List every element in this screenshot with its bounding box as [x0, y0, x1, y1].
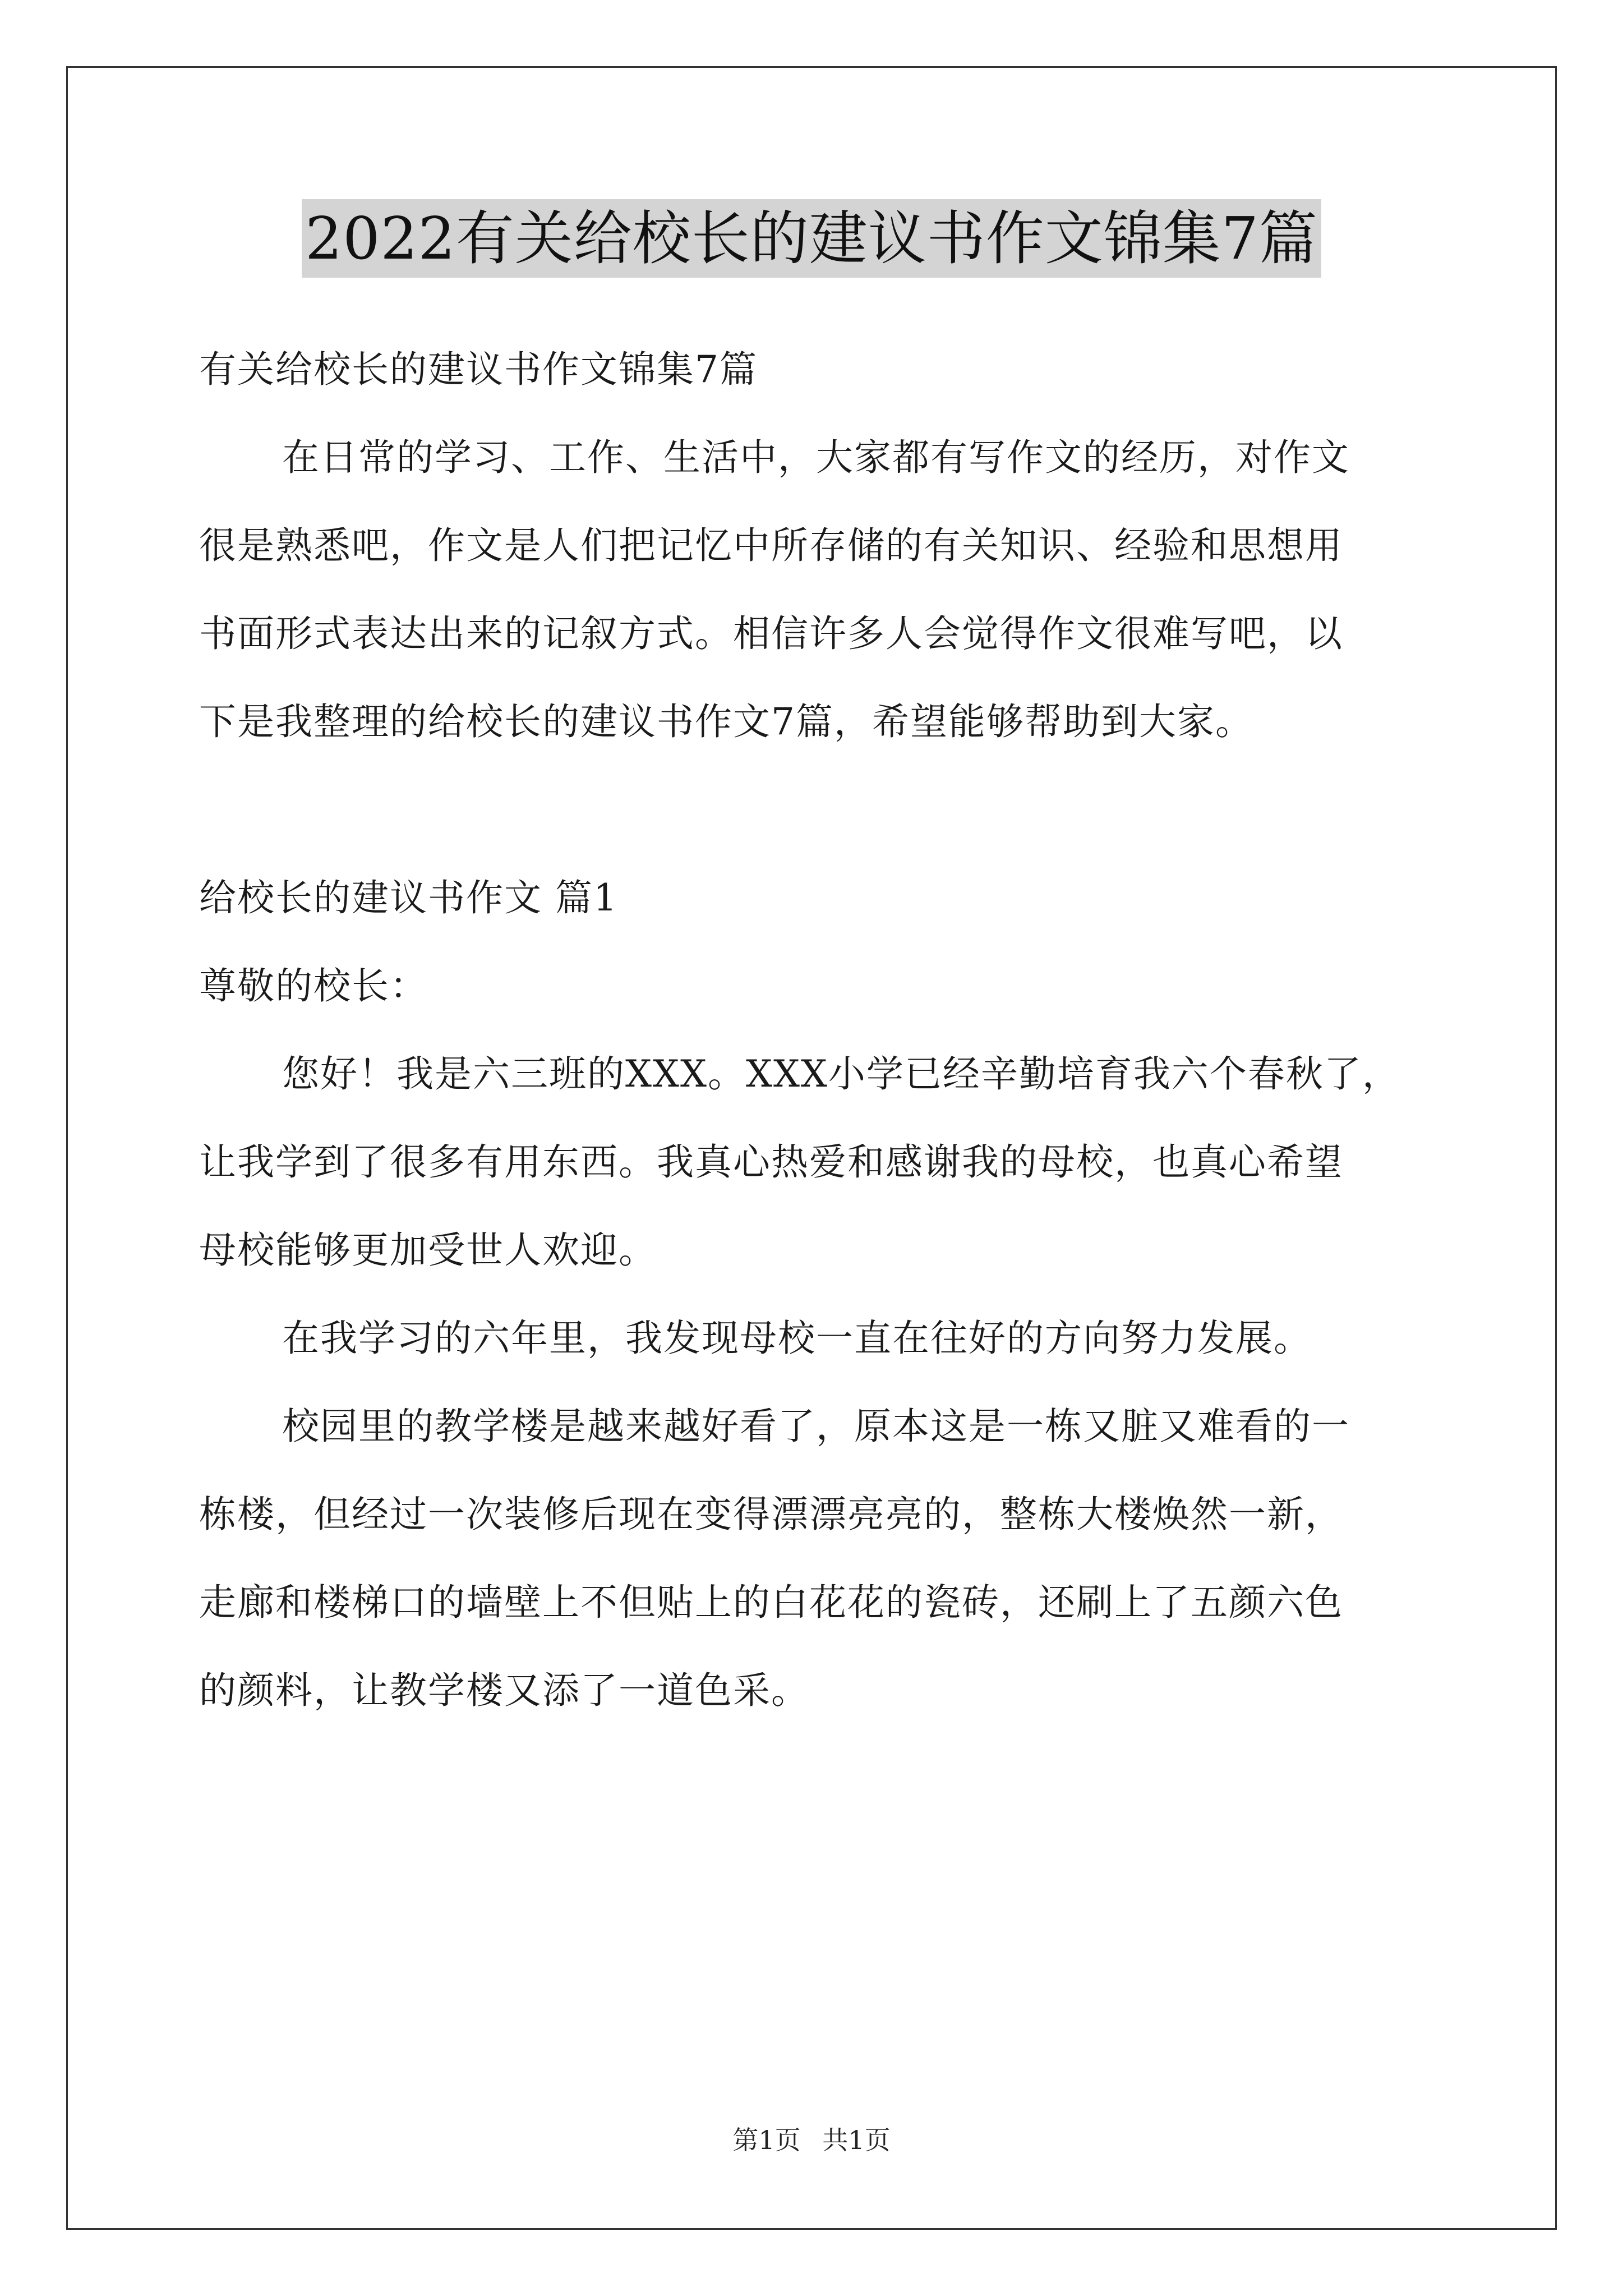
paragraph-line: 您好！我是六三班的XXX。XXX小学已经辛勤培育我六个春秋了，: [282, 1052, 1400, 1096]
document-body: [199, 325, 1433, 1734]
paragraph-line: 让我学到了很多有用东西。我真心热爱和感谢我的母校，也真心希望: [199, 1140, 1343, 1184]
paragraph-line: 在我学习的六年里，我发现母校一直在往好的方向努力发展。: [282, 1317, 1312, 1360]
paragraph-line: 栋楼，但经过一次装修后现在变得漂漂亮亮的，整栋大楼焕然一新，: [199, 1493, 1343, 1536]
paragraph-line: 母校能够更加受世人欢迎。: [199, 1228, 657, 1272]
document-title: 2022有关给校长的建议书作文锦集7篇: [302, 199, 1321, 278]
title-container: [0, 199, 1623, 278]
intro-line: 下是我整理的给校长的建议书作文7篇，希望能够帮助到大家。: [199, 700, 1253, 743]
intro-line: 书面形式表达出来的记叙方式。相信许多人会觉得作文很难写吧，以: [199, 612, 1343, 655]
salutation: 尊敬的校长：: [199, 964, 428, 1007]
intro-line: 在日常的学习、工作、生活中，大家都有写作文的经历，对作文: [282, 436, 1350, 479]
page-total: 共1页: [822, 2125, 891, 2155]
paragraph-line: 校园里的教学楼是越来越好看了，原本这是一栋又脏又难看的一: [282, 1405, 1350, 1448]
paragraph-line: 的颜料，让教学楼又添了一道色采。: [199, 1669, 809, 1712]
page-footer: [0, 2123, 1623, 2157]
paragraph-line: 走廊和楼梯口的墙壁上不但贴上的白花花的瓷砖，还刷上了五颜六色: [199, 1581, 1343, 1624]
section-heading: 给校长的建议书作文 篇1: [199, 876, 618, 919]
intro-line: 很是熟悉吧，作文是人们把记忆中所存储的有关知识、经验和思想用: [199, 524, 1343, 567]
page-number: 第1页: [732, 2125, 801, 2155]
document-subtitle: 有关给校长的建议书作文锦集7篇: [199, 348, 758, 391]
